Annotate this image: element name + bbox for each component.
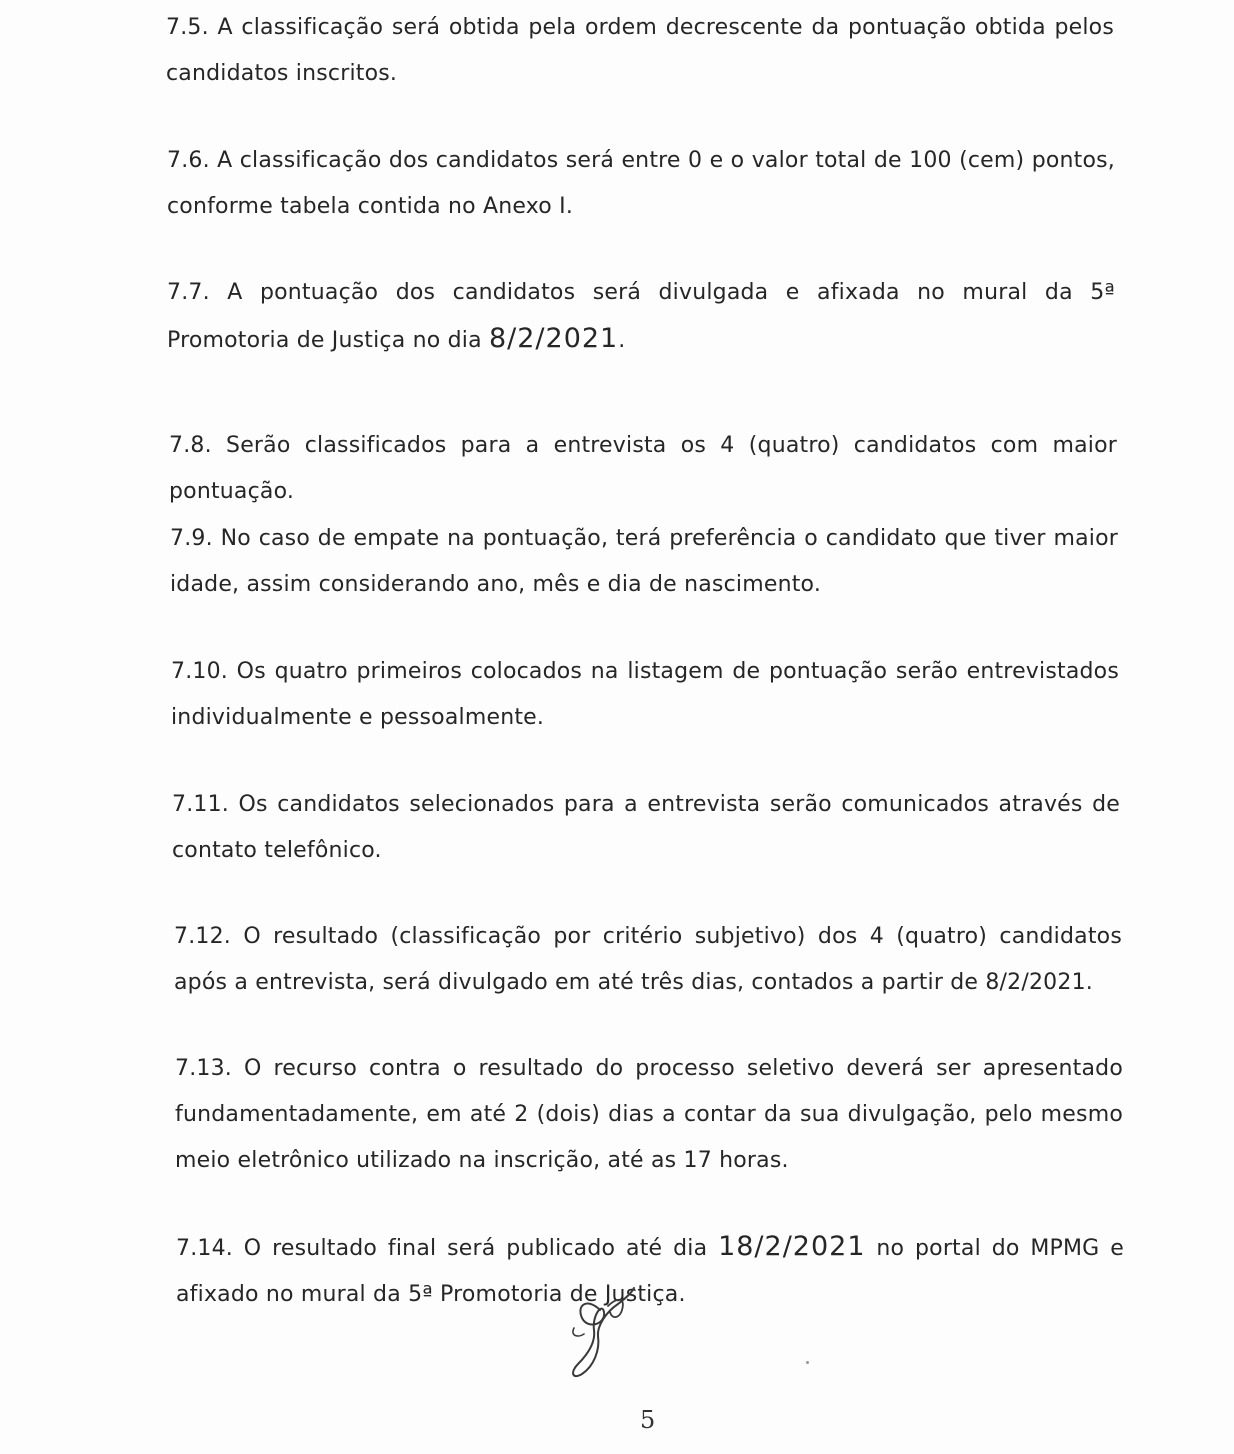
clause-7-14-text: 7.14. O resultado final será publicado até dia — [176, 1236, 719, 1261]
clause-7-12: 7.12. O resultado (classificação por critério subjetivo) dos 4 (quatro) candidatos após a entrevista, será divulgado em até três dias, contados a partir de 8/2/2021. — [174, 924, 1122, 995]
page-number: 5 — [640, 1406, 656, 1434]
clause-7-7-end: . — [618, 328, 626, 353]
clause-7-14-end: no portal do MPMG e afixado no mural da 5ª Promotoria de Justiça. — [176, 1236, 1124, 1307]
clause-7-14-date: 18/2/2021 — [718, 1231, 866, 1262]
clause-7-6: 7.6. A classificação dos candidatos será entre 0 e o valor total de 100 (cem) pontos, conforme tabela contida no Anexo I. — [167, 148, 1115, 219]
clause-7-7-date: 8/2/2021 — [488, 323, 619, 354]
clause-7-7-text: 7.7. A pontuação dos candidatos será divulgada e afixada no mural da 5ª Promotoria de Justiça no dia — [167, 280, 1115, 353]
clause-7-10: 7.10. Os quatro primeiros colocados na listagem de pontuação serão entrevistados individualmente e pessoalmente. — [171, 659, 1119, 730]
scan-speck — [806, 1361, 809, 1364]
handwritten-signature — [548, 1276, 658, 1386]
clause-7-8: 7.8. Serão classificados para a entrevista os 4 (quatro) candidatos com maior pontuação. — [169, 433, 1117, 504]
clause-7-11: 7.11. Os candidatos selecionados para a entrevista serão comunicados através de contato telefônico. — [172, 792, 1120, 863]
clause-7-13: 7.13. O recurso contra o resultado do processo seletivo deverá ser apresentado fundamentadamente, em até 2 (dois) dias a contar da sua divulgação, pelo mesmo meio eletrônico utilizado na inscrição, até as 17 horas. — [175, 1056, 1123, 1173]
clause-7-9: 7.9. No caso de empate na pontuação, terá preferência o candidato que tiver maior idade, assim considerando ano, mês e dia de nascimento. — [170, 526, 1118, 597]
clause-7-5: 7.5. A classificação será obtida pela ordem decrescente da pontuação obtida pelos candidatos inscritos. — [166, 15, 1114, 86]
clause-7-7 — [167, 270, 1115, 364]
